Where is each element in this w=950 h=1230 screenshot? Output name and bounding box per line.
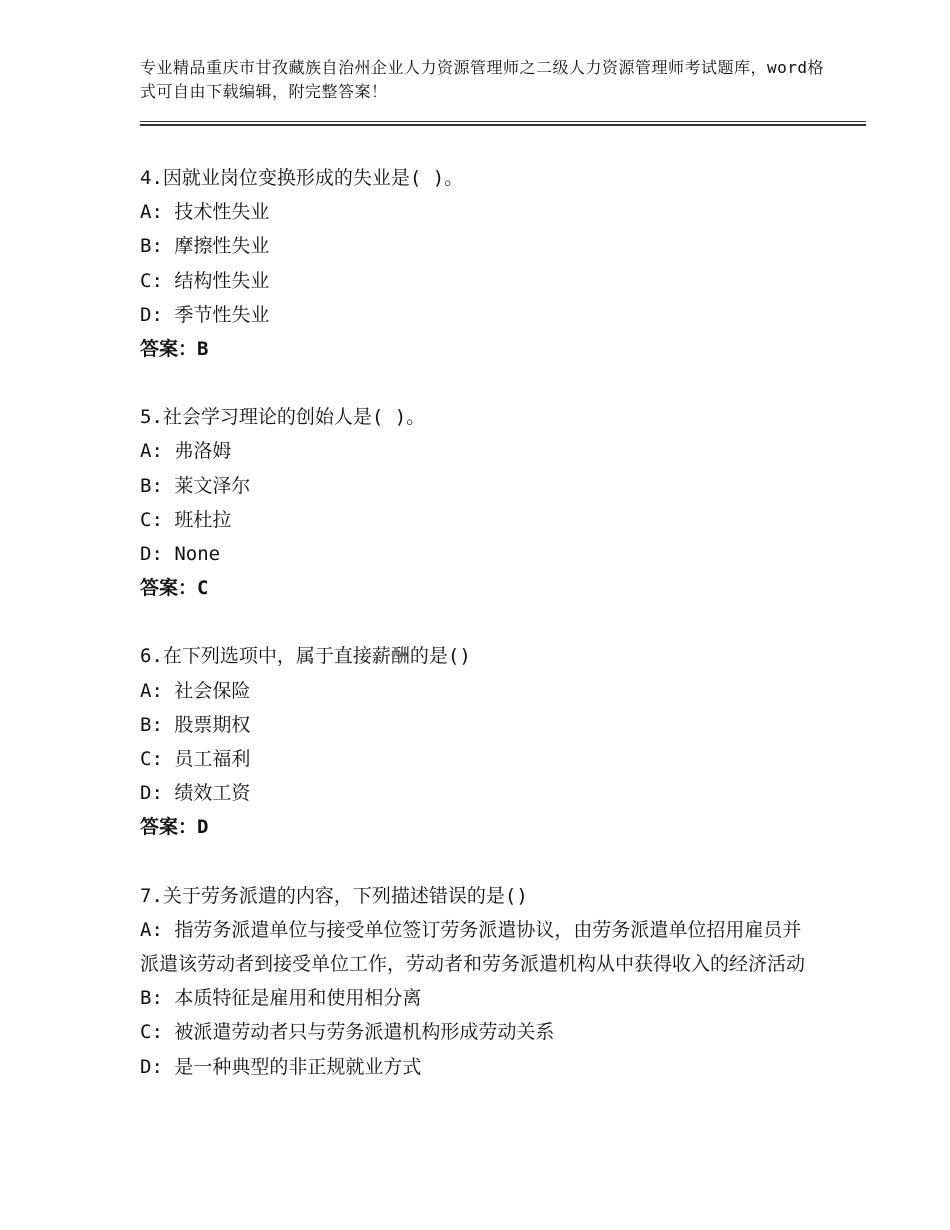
option-d: D: 绩效工资 xyxy=(140,782,251,805)
option-a: A: 技术性失业 xyxy=(140,201,270,224)
option-d: D: 季节性失业 xyxy=(140,303,270,326)
answer-label: 答案：B xyxy=(140,338,209,361)
question-5 xyxy=(140,400,810,605)
option-c: C: 员工福利 xyxy=(140,748,251,771)
header-divider xyxy=(140,121,866,126)
option-d: D: 是一种典型的非正规就业方式 xyxy=(140,1055,422,1078)
option-a: A: 社会保险 xyxy=(140,679,251,702)
option-c: C: 结构性失业 xyxy=(140,269,270,292)
option-a: A: 指劳务派遣单位与接受单位签订劳务派遣协议，由劳务派遣单位招用雇员并派遣该劳动者到接受单位工作，劳动者和劳务派遣机构从中获得收入的经济活动 xyxy=(140,918,806,976)
question-stem: 4.因就业岗位变换形成的失业是( )。 xyxy=(140,167,464,189)
answer-label: 答案：D xyxy=(140,816,209,839)
option-b: B: 股票期权 xyxy=(140,713,251,736)
option-a: A: 弗洛姆 xyxy=(140,440,232,463)
question-4 xyxy=(140,161,810,366)
option-b: B: 本质特征是雇用和使用相分离 xyxy=(140,987,422,1010)
option-b: B: 摩擦性失业 xyxy=(140,235,270,258)
question-list xyxy=(140,161,810,1118)
option-c: C: 被派遣劳动者只与劳务派遣机构形成劳动关系 xyxy=(140,1021,555,1044)
question-stem: 6.在下列选项中，属于直接薪酬的是() xyxy=(140,645,471,668)
document-header: 专业精品重庆市甘孜藏族自治州企业人力资源管理师之二级人力资源管理师考试题库，word格式可自由下载编辑，附完整答案！ xyxy=(140,58,825,101)
question-7 xyxy=(140,879,810,1084)
option-c: C: 班杜拉 xyxy=(140,508,232,531)
divider-line-thick xyxy=(140,124,866,126)
option-b: B: 莱文泽尔 xyxy=(140,474,251,497)
option-d: D: None xyxy=(140,543,221,566)
question-stem: 7.关于劳务派遣的内容，下列描述错误的是() xyxy=(140,884,528,907)
question-stem: 5.社会学习理论的创始人是( )。 xyxy=(140,406,426,429)
answer-label: 答案：C xyxy=(140,577,209,600)
question-6 xyxy=(140,639,810,844)
divider-line-thin xyxy=(140,121,866,122)
